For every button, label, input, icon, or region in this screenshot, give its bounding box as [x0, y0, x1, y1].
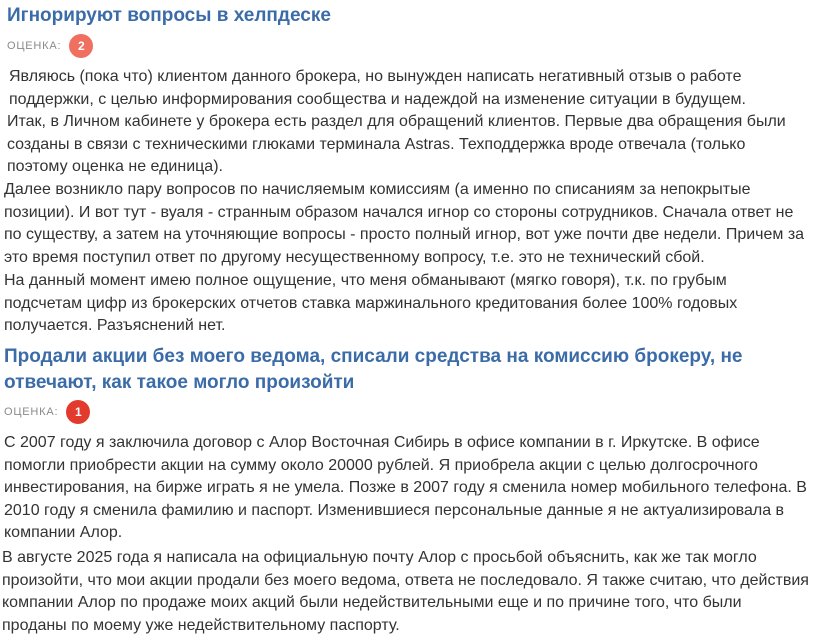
paragraph-line: созданы в связи с техническими глюками терминала Astras. Техподдержка вроде отвечала (только: [7, 134, 786, 157]
paragraph-line: инвестирования, на бирже играть я не умела. Позже в 2007 году я сменила номер мобильного телефона. В: [4, 477, 807, 500]
paragraph-line: На данный момент имею полное ощущение, что меня обманывают (мягко говоря), т.к. по грубым: [4, 270, 737, 293]
rating-badge: 2: [69, 34, 93, 58]
paragraph-line: по существу, а затем на уточняющие вопросы - просто полный игнор, вот уже почти две недели. Причем за: [4, 224, 804, 247]
review-paragraph: [4, 270, 737, 338]
review-title-line: Продали акции без моего ведома, списали средства на комиссию брокеру, не: [4, 344, 743, 370]
review-paragraph: [7, 111, 786, 179]
paragraph-line: поэтому оценка не единица).: [7, 156, 786, 179]
paragraph-line: позиции). И вот тут - вуаля - странным образом начался игнор со стороны сотрудников. Сначала ответ не: [4, 202, 804, 225]
paragraph-line: помогли приобрести акции на сумму около 20000 рублей. Я приобрела акции с целью долгосрочного: [4, 455, 807, 478]
paragraph-line: С 2007 году я заключила договор с Алор Восточная Сибирь в офисе компании в г. Иркутске. В офисе: [4, 432, 807, 455]
paragraph-line: В августе 2025 года я написала на официальную почту Алор с просьбой объяснить, как же так могло: [2, 547, 809, 570]
rating-label: ОЦЕНКА:: [4, 406, 58, 418]
rating-row: [4, 400, 90, 424]
review-title[interactable]: [4, 344, 743, 396]
rating-row: [7, 34, 93, 58]
paragraph-line: получается. Разъяснений нет.: [4, 315, 737, 338]
rating-label: ОЦЕНКА:: [7, 40, 61, 52]
rating-badge: 1: [66, 400, 90, 424]
paragraph-line: компании Алор.: [4, 522, 807, 545]
paragraph-line: произойти, что мои акции продали без моего ведома, ответа не последовало. Я также считаю, что действия: [2, 570, 809, 593]
paragraph-line: подсчетам цифр из брокерских отчетов ставка маржинального кредитования более 100% годовых: [4, 293, 737, 316]
review-paragraph: [9, 66, 746, 111]
review-paragraph: [4, 179, 804, 269]
paragraph-line: 2010 году я сменила фамилию и паспорт. Изменившиеся персональные данные я не актуализировала в: [4, 500, 807, 523]
paragraph-line: компании Алор по продаже моих акций были недействительными еще и по причине того, что были: [2, 592, 809, 615]
review-title[interactable]: [7, 3, 331, 29]
paragraph-line: это время поступил ответ по другому несущественному вопросу, т.е. это не технический сбой.: [4, 247, 804, 270]
paragraph-line: проданы по моему уже недействительному паспорту.: [2, 615, 809, 637]
paragraph-line: Итак, в Личном кабинете у брокера есть раздел для обращений клиентов. Первые два обращения были: [7, 111, 786, 134]
paragraph-line: поддержки, с целью информирования сообщества и надеждой на изменение ситуации в будущем.: [9, 89, 746, 112]
review-paragraph: [2, 547, 809, 637]
paragraph-line: Являюсь (пока что) клиентом данного брокера, но вынужден написать негативный отзыв о работе: [9, 66, 746, 89]
review-paragraph: [4, 432, 807, 545]
paragraph-line: Далее возникло пару вопросов по начисляемым комиссиям (а именно по списаниям за непокрытые: [4, 179, 804, 202]
review-title-line: отвечают, как такое могло произойти: [4, 370, 743, 396]
review-title-line: Игнорируют вопросы в хелпдеске: [7, 3, 331, 29]
